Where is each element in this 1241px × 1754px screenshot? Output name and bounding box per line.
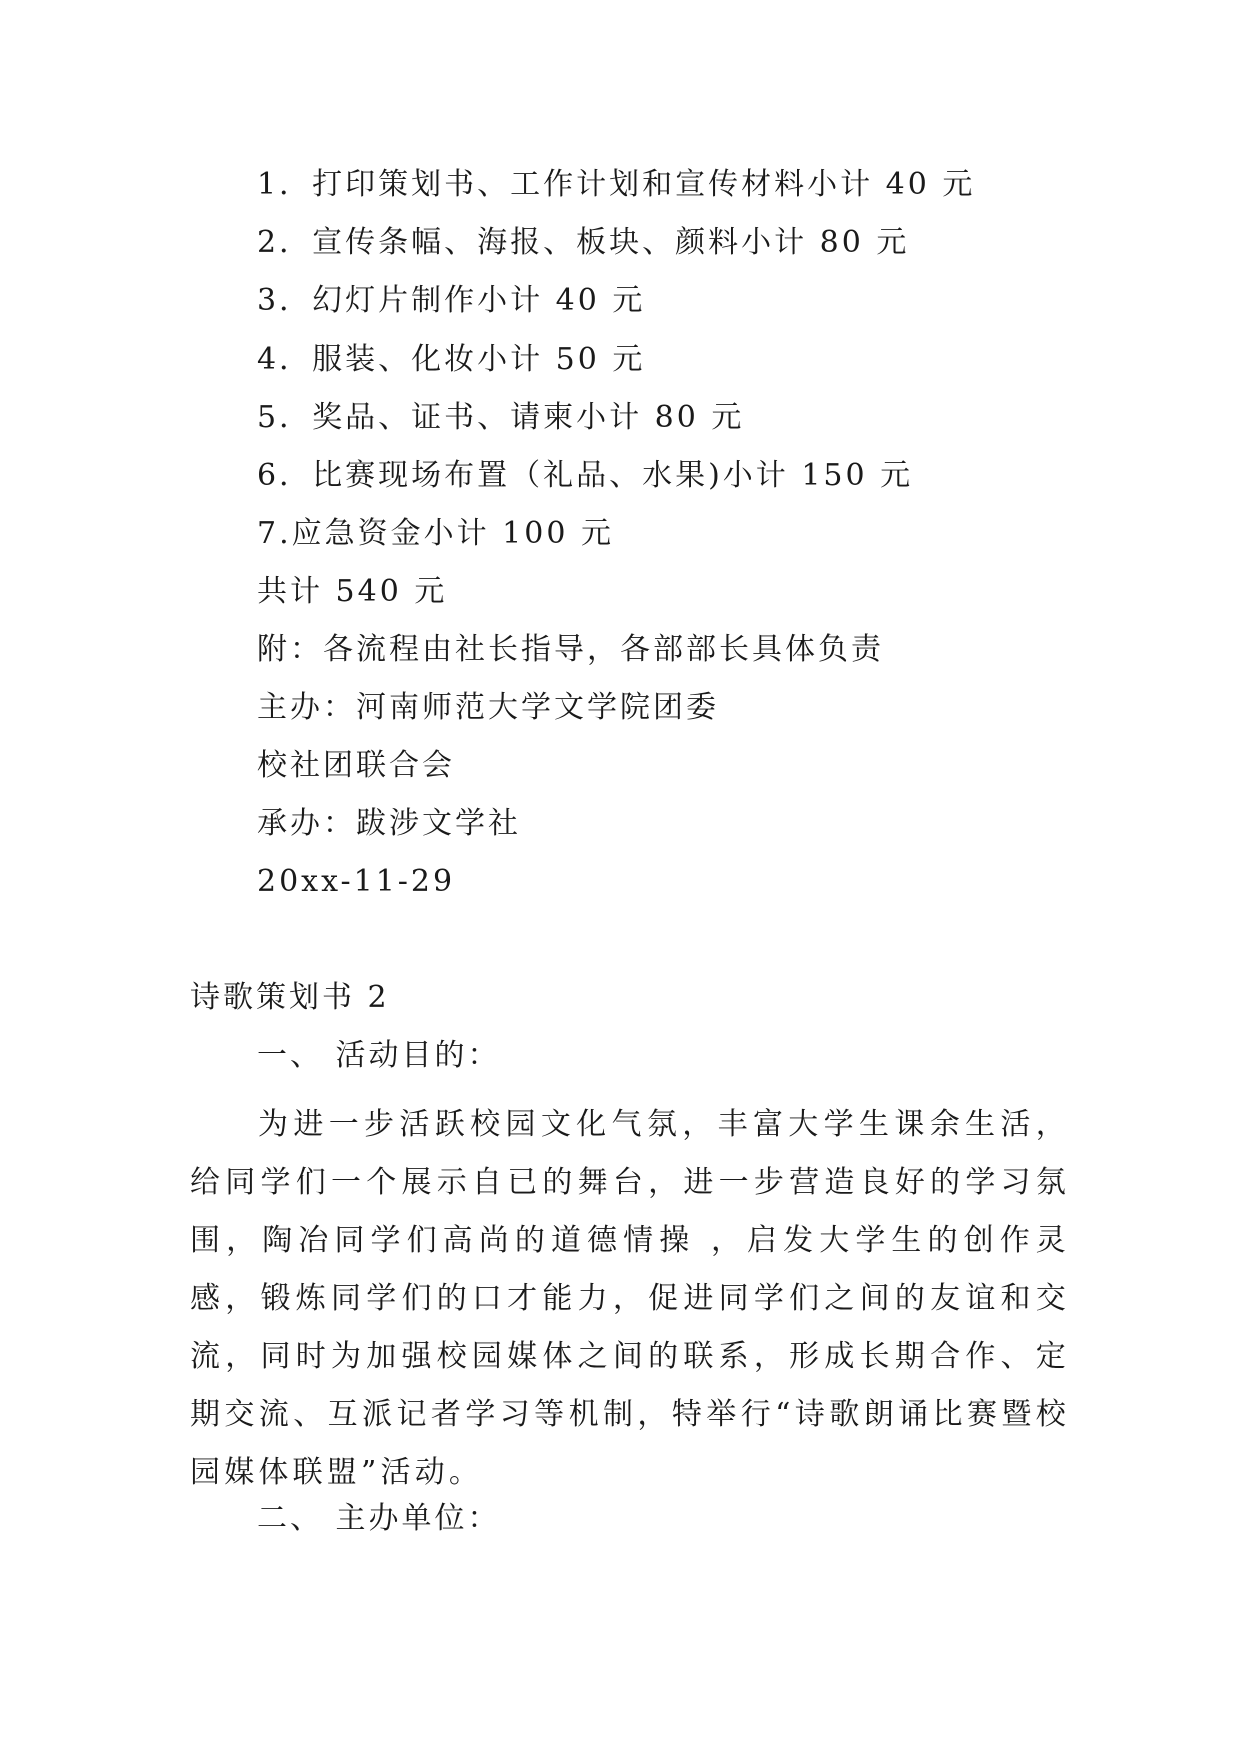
- purpose-paragraph: 为进一步活跃校园文化气氛，丰富大学生课余生活，给同学们一个展示自已的舞台，进一步营造良好的学习氛围，陶冶同学们高尚的道德情操 ，启发大学生的创作灵感，锻炼同学们的口才能力，促进同学们之间的友谊和交流，同时为加强校园媒体之间的联系，形成长期合作、定期交流、互派记者学习等机制，特举行“诗歌朗诵比赛暨校园媒体联盟”活动。: [190, 1107, 1070, 1490]
- budget-item-4: 4．服装、化妆小计 50 元: [257, 342, 646, 377]
- organizer-line: 承办：跋涉文学社: [257, 806, 521, 841]
- budget-total: 共计 540 元: [257, 574, 448, 609]
- plan-title: 诗歌策划书 2: [190, 980, 390, 1015]
- budget-item-6: 6．比赛现场布置（礼品、水果)小计 150 元: [257, 458, 914, 493]
- host-line-2: 校社团联合会: [257, 748, 455, 783]
- section-heading-host: 二、 主办单位：: [257, 1501, 501, 1536]
- budget-item-7: 7.应急资金小计 100 元: [257, 516, 614, 551]
- host-line: 主办：河南师范大学文学院团委: [257, 690, 719, 725]
- budget-item-2: 2．宣传条幅、海报、板块、颜料小计 80 元: [257, 225, 910, 260]
- budget-item-5: 5．奖品、证书、请柬小计 80 元: [257, 400, 745, 435]
- date-line: 20xx-11-29: [257, 864, 456, 899]
- budget-note: 附：各流程由社长指导，各部部长具体负责: [257, 632, 884, 667]
- budget-item-1: 1．打印策划书、工作计划和宣传材料小计 40 元: [257, 167, 976, 202]
- budget-item-3: 3．幻灯片制作小计 40 元: [257, 283, 646, 318]
- section-heading-purpose: 一、 活动目的：: [257, 1038, 501, 1073]
